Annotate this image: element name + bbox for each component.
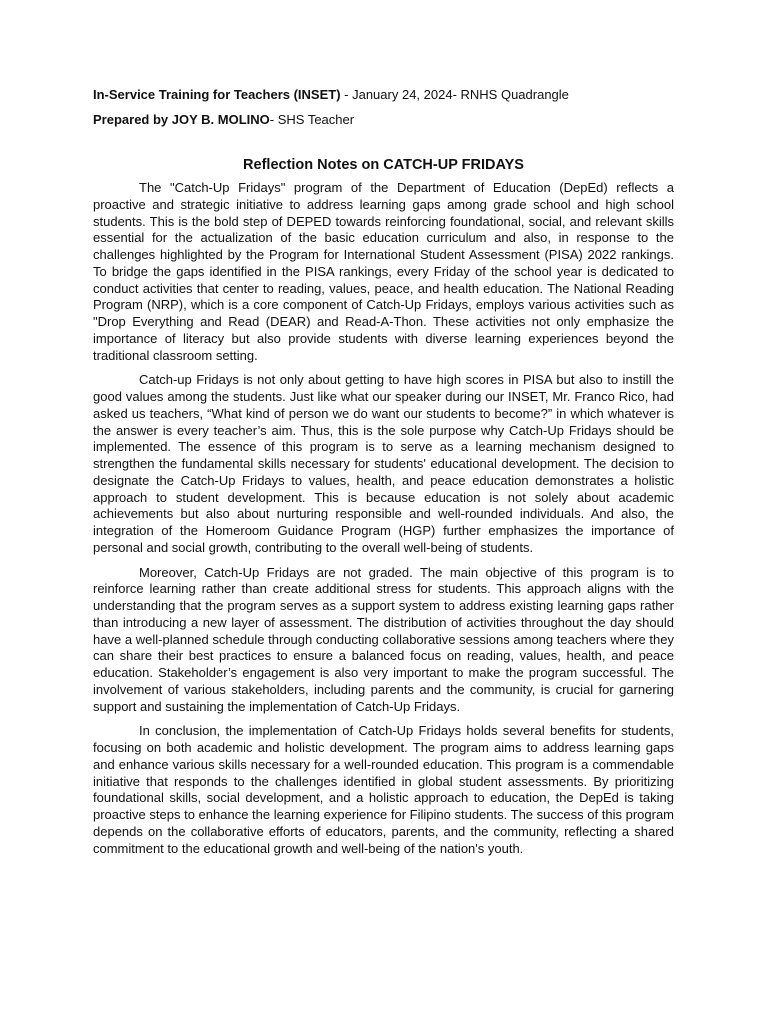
paragraph-conclusion: In conclusion, the implementation of Catch-Up Fridays holds several benefits for students, focusing on both academic and holistic development. The program aims to address learning gaps and enhance various skills necessary for a well-rounded education. This program is a commendable initiative that responds to the challenges identified in global student assessments. By prioritizing foundational skills, social development, and a holistic approach to education, the DepEd is taking proactive steps to enhance the learning experience for Filipino students. The success of this program depends on the collaborative efforts of educators, parents, and the community, reflecting a shared commitment to the educational growth and well-being of the nation's youth.	[93, 723, 674, 856]
document-title: Reflection Notes on CATCH-UP FRIDAYS	[243, 157, 524, 173]
training-detail: - January 24, 2024- RNHS Quadrangle	[340, 87, 569, 102]
prepared-by-line	[93, 112, 674, 128]
paragraph-values: Catch-up Fridays is not only about getting to have high scores in PISA but also to instill the good values among the students. Just like what our speaker during our INSET, Mr. Franco Rico, had asked us teachers, “What kind of person we do want our students to become?” in which whatever is the answer is every teacher’s aim. Thus, this is the sole purpose why Catch-Up Fridays should be implemented. The essence of this program is to serve as a learning mechanism designed to strengthen the fundamental skills necessary for students' educational development. The decision to designate the Catch-Up Fridays to values, health, and peace education demonstrates a holistic approach to student development. This is because education is not solely about academic achievements but also about nurturing responsible and well-rounded individuals. And also, the integration of the Homeroom Guidance Program (HGP) further emphasizes the importance of personal and social growth, contributing to the overall well-being of students.	[93, 372, 674, 555]
prepared-by-label: Prepared by JOY B. MOLINO	[93, 112, 270, 127]
training-info-line	[93, 87, 674, 103]
document-page	[93, 80, 674, 865]
prepared-by-detail: - SHS Teacher	[269, 112, 355, 127]
paragraph-intro: The "Catch-Up Fridays" program of the Department of Education (DepEd) reflects a proactive and strategic initiative to address learning gaps among grade school and high school students. This is the bold step of DEPED towards reinforcing foundational, social, and relevant skills essential for the actualization of the basic education curriculum and also, in response to the challenges highlighted by the Program for International Student Assessment (PISA) 2022 rankings. To bridge the gaps identified in the PISA rankings, every Friday of the school year is dedicated to conduct activities that center to reading, values, peace, and health education. The National Reading Program (NRP), which is a core component of Catch-Up Fridays, employs various activities such as "Drop Everything and Read (DEAR) and Read-A-Thon. These activities not only emphasize the importance of literacy but also provide students with diverse learning experiences beyond the traditional classroom setting.	[93, 180, 674, 363]
paragraph-not-graded: Moreover, Catch-Up Fridays are not graded. The main objective of this program is to reinforce learning rather than create additional stress for students. This approach aligns with the understanding that the program serves as a support system to address existing learning gaps rather than introducing a new layer of assessment. The distribution of activities throughout the day should have a well-planned schedule through conducting collaborative sessions among teachers where they can share their best practices to ensure a balanced focus on reading, values, health, and peace education. Stakeholder’s engagement is also very important to make the program successful. The involvement of various stakeholders, including parents and the community, is crucial for garnering support and sustaining the implementation of Catch-Up Fridays.	[93, 564, 674, 714]
training-label: In-Service Training for Teachers (INSET)	[93, 87, 341, 102]
